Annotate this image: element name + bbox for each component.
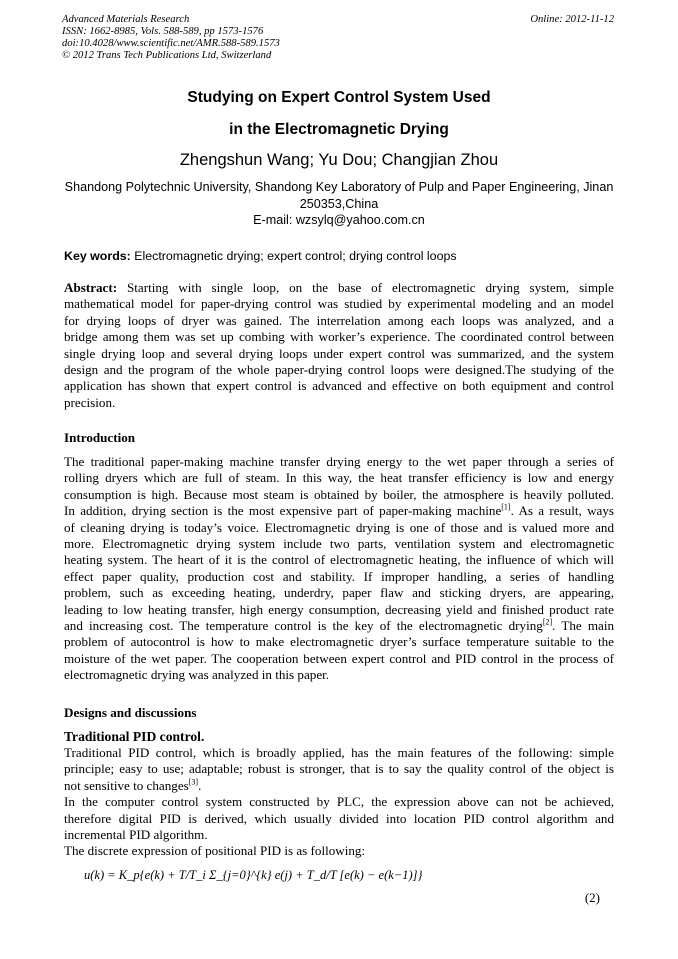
intro-line: The traditional paper-making machine transfer drying energy to the wet paper through a series of	[64, 454, 614, 469]
formula-text: u(k) = K_p{e(k) + T/T_i Σ_{j=0}^{k} e(j) + T_d/T [e(k) − e(k−1)]}	[84, 868, 423, 882]
intro-line: heating system. The heart of it is the control of electromagnetic heating, the influence of which will	[64, 552, 614, 568]
pid-subheading: Traditional PID control.	[64, 729, 205, 744]
affiliation	[40, 179, 638, 213]
doi: doi:10.4028/www.scientific.net/AMR.588-589.1573	[62, 38, 280, 49]
affiliation-line: Shandong Polytechnic University, Shandong Key Laboratory of Pulp and Paper Engineering, Jinan	[64, 180, 614, 194]
designs-line	[64, 778, 614, 794]
intro-text: In addition, drying section is the most expensive part of paper-making machine	[64, 503, 502, 519]
intro-line: more. Electromagnetic drying system include two parts, ventilation system and electromagnetic	[64, 535, 614, 551]
citation-3: [3]	[188, 777, 199, 787]
pid-formula	[84, 868, 423, 883]
designs-line: incremental PID algorithm.	[64, 826, 208, 842]
intro-text: . As a result,	[510, 503, 582, 519]
copyright: © 2012 Trans Tech Publications Ltd, Switzerland	[62, 50, 272, 61]
abstract-line: mathematical model for paper-drying control was studied by experimental modeling and an model	[64, 296, 614, 312]
abstract-line: application has shown that expert control is advanced and effective on both equipment and control	[64, 378, 614, 394]
designs-heading: Designs and discussions	[64, 705, 197, 720]
intro-line: leading to low heating transfer, high energy consumption, decreasing yield and finished product rate	[64, 601, 614, 617]
journal-name: Advanced Materials Research	[62, 14, 190, 25]
introduction-body	[64, 454, 614, 683]
abstract-line: bridge among them was set up combing with worker’s experience. The coordinated control between	[64, 329, 614, 345]
intro-line: consumption is high. Because most steam is obtained by boiler, the atmosphere is heavily polluted.	[64, 486, 614, 502]
intro-line: problem of autocontrol is how to make electromagnetic dryer’s surface temperature suitable to the	[64, 634, 614, 650]
keywords-text: Electromagnetic drying; expert control; drying control loops	[130, 249, 457, 263]
title-line-1: Studying on Expert Control System Used	[187, 89, 491, 106]
intro-line: moisture of the wet paper. The cooperation between expert control and PID control in the process of	[64, 650, 614, 666]
intro-line	[64, 618, 614, 634]
intro-line: problem, such as exceeding heating, underdry, paper flaw and sticking dryers, are appearing,	[64, 585, 614, 601]
intro-text: . The main	[552, 617, 615, 633]
designs-body	[64, 745, 614, 860]
issn: ISSN: 1662-8985, Vols. 588-589, pp 1573-1576	[62, 26, 264, 37]
citation-2: [2]	[542, 617, 553, 627]
intro-line: effect paper quality, production cost and stability. If improper handling, a series of handling	[64, 568, 614, 584]
introduction-heading: Introduction	[64, 430, 136, 445]
keywords	[64, 249, 614, 263]
intro-line: of cleaning drying is today’s voice. Electromagnetic drying is one of those and is valued more and	[64, 519, 614, 535]
designs-line: therefore digital PID is derived, which usually divided into location PID control algorithm and	[64, 810, 614, 826]
designs-text: not sensitive to changes	[64, 777, 189, 793]
abstract-line: for drying loops of dryer was gained. The interrelation among each loops was analyzed, and a	[64, 312, 614, 328]
intro-line	[64, 503, 614, 519]
abstract-line: precision.	[64, 394, 116, 410]
intro-line: rolling dryers which are full of steam. In this way, the heat transfer efficiency is low and energy	[64, 470, 614, 486]
journal-header	[62, 14, 280, 62]
designs-text: .	[198, 777, 202, 793]
abstract-line: Starting with single loop, on the base of electromagnetic drying system, simple	[117, 280, 614, 295]
equation-number: (2)	[584, 890, 600, 905]
title-line-2: in the Electromagnetic Drying	[229, 121, 449, 138]
intro-text: ways	[587, 503, 614, 519]
designs-line: principle; easy to use; adaptable; robust is stronger, that is to say the quality control of the object is	[64, 761, 614, 777]
intro-text: and increasing cost. The temperature control is the key of the electromagnetic drying	[64, 617, 543, 633]
intro-line: electromagnetic drying was analyzed in this paper.	[64, 667, 330, 683]
abstract	[64, 280, 614, 411]
email: E-mail: wzsylq@yahoo.com.cn	[253, 213, 425, 227]
designs-line: In the computer control system constructed by PLC, the expression above can not be achieved,	[64, 794, 614, 810]
citation-1: [1]	[501, 502, 511, 512]
designs-line: Traditional PID control, which is broadly applied, has the main features of the following: simple	[64, 745, 614, 760]
online-date: Online: 2012-11-12	[530, 14, 614, 25]
keywords-label: Key words:	[64, 249, 131, 263]
authors: Zhengshun Wang; Yu Dou; Changjian Zhou	[179, 151, 499, 169]
abstract-label: Abstract:	[64, 280, 118, 295]
abstract-line: design and the program of the whole paper-drying control loops were designed.The studying of the	[64, 361, 614, 377]
abstract-line: single drying loop and several drying loops under expert control was summarized, and the system	[64, 345, 614, 361]
designs-line: The discrete expression of positional PID is as following:	[64, 843, 366, 859]
affiliation-line: 250353,China	[299, 197, 379, 211]
